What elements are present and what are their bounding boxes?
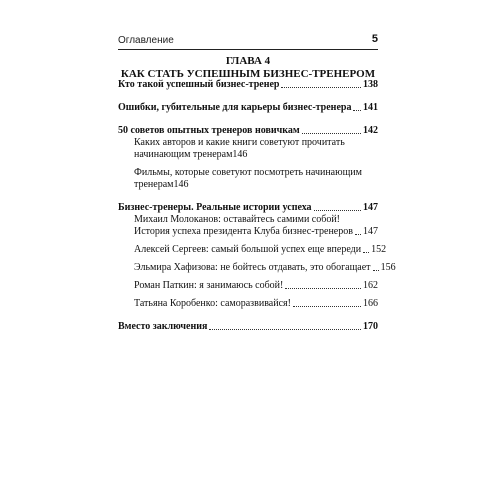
toc-entry-page: 166 xyxy=(363,298,378,309)
running-header xyxy=(118,33,378,50)
toc-entry-title-line1: Каких авторов и какие книги советуют прочитать xyxy=(134,137,345,148)
toc-entry-title-line2: начинающим тренерам xyxy=(134,149,233,160)
dot-leader xyxy=(314,209,361,211)
toc-subentry[interactable] xyxy=(118,244,387,256)
toc-entry-page: 146 xyxy=(232,149,248,160)
toc-entry-page: 162 xyxy=(363,280,378,291)
header-title: Оглавление xyxy=(118,35,174,46)
toc-entry[interactable] xyxy=(118,102,378,114)
toc-entry-title: Бизнес-тренеры. Реальные истории успеха xyxy=(118,202,312,213)
toc-entry[interactable] xyxy=(118,321,378,333)
dot-leader xyxy=(281,86,361,88)
toc-entry-title: Кто такой успешный бизнес-тренер xyxy=(118,79,280,90)
toc-entry-page: 170 xyxy=(363,321,378,332)
toc-entry-title: Татьяна Коробенко: саморазвивайся! xyxy=(134,298,291,309)
toc-entry-page: 147 xyxy=(363,226,378,237)
toc-entry-title: Михаил Молоканов: оставайтесь самими собой! xyxy=(134,214,341,225)
toc-entry-page: 152 xyxy=(371,244,387,255)
chapter-title: КАК СТАТЬ УСПЕШНЫМ БИЗНЕС-ТРЕНЕРОМ xyxy=(120,68,376,80)
dot-leader xyxy=(363,251,369,253)
chapter-heading xyxy=(118,55,378,81)
toc-entry-title-line1: Фильмы, которые советуют посмотреть начинающим xyxy=(134,167,362,178)
toc-subentry[interactable] xyxy=(118,167,378,191)
toc-subentry[interactable] xyxy=(118,262,396,274)
dot-leader xyxy=(209,328,361,330)
toc-subentry[interactable] xyxy=(118,226,378,238)
toc-entry-page: 138 xyxy=(363,79,378,90)
toc-entry-title: Эльмира Хафизова: не бойтесь отдавать, это обогащает xyxy=(134,262,371,273)
dot-leader xyxy=(302,132,361,134)
toc-entry-title: Ошибки, губительные для карьеры бизнес-тренера xyxy=(118,102,352,113)
toc-subentry[interactable] xyxy=(118,280,378,292)
dot-leader xyxy=(373,269,379,271)
toc-entry-title: История успеха президента Клуба бизнес-тренеров xyxy=(134,226,353,237)
toc-entry-page: 156 xyxy=(380,262,396,273)
toc-subentry[interactable] xyxy=(118,137,378,161)
toc-entry-title: Алексей Сергеев: самый большой успех еще впереди xyxy=(134,244,362,255)
dot-leader xyxy=(293,305,361,307)
toc-entry-page: 142 xyxy=(363,125,378,136)
table-of-contents xyxy=(118,79,396,333)
toc-entry-title-line2: тренерам xyxy=(134,179,174,190)
toc-entry-title: Вместо заключения xyxy=(118,321,208,332)
toc-entry[interactable] xyxy=(118,202,378,214)
toc-entry-title: 50 советов опытных тренеров новичкам xyxy=(118,125,300,136)
dot-leader xyxy=(353,109,361,111)
toc-entry[interactable] xyxy=(118,79,378,91)
chapter-label: ГЛАВА 4 xyxy=(225,55,271,67)
toc-entry-page: 147 xyxy=(363,202,378,213)
toc-subentry[interactable] xyxy=(118,214,378,226)
toc-entry-page: 146 xyxy=(173,179,189,190)
dot-leader xyxy=(355,233,361,235)
dot-leader xyxy=(285,287,361,289)
toc-subentry[interactable] xyxy=(118,298,378,310)
toc-entry[interactable] xyxy=(118,125,378,137)
toc-entry-page: 141 xyxy=(363,102,378,113)
page-number: 5 xyxy=(371,33,378,45)
toc-entry-title: Роман Паткин: я занимаюсь собой! xyxy=(134,280,284,291)
